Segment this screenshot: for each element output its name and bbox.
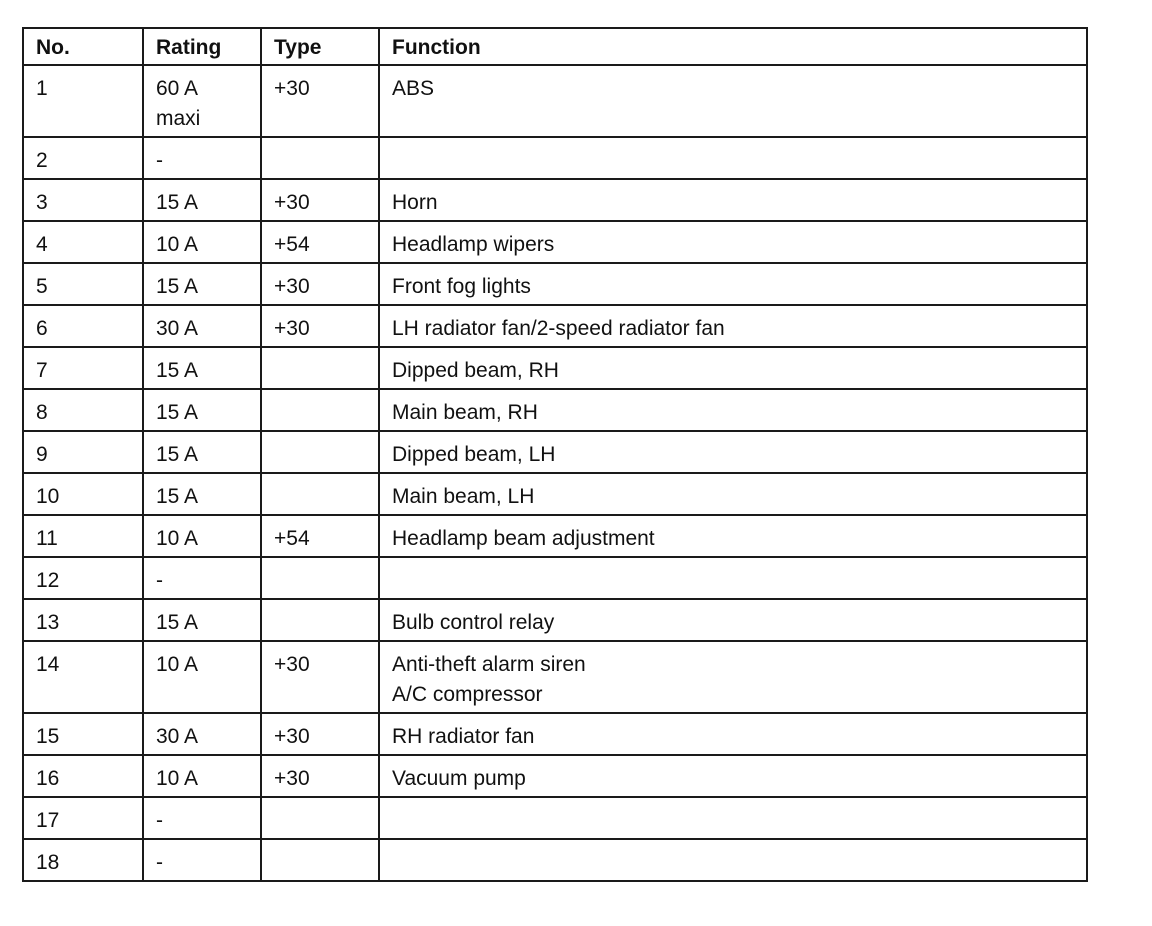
cell-function: Bulb control relay bbox=[379, 599, 1087, 641]
cell-type bbox=[261, 473, 379, 515]
cell-rating: 15 A bbox=[143, 599, 261, 641]
cell-rating: 15 A bbox=[143, 179, 261, 221]
cell-type: +54 bbox=[261, 515, 379, 557]
cell-no: 4 bbox=[23, 221, 143, 263]
cell-function: Headlamp beam adjustment bbox=[379, 515, 1087, 557]
cell-rating: - bbox=[143, 839, 261, 881]
cell-function: Front fog lights bbox=[379, 263, 1087, 305]
header-rating: Rating bbox=[143, 28, 261, 65]
table-row bbox=[23, 599, 1087, 641]
cell-type: +30 bbox=[261, 179, 379, 221]
cell-no: 18 bbox=[23, 839, 143, 881]
table-row bbox=[23, 473, 1087, 515]
table-row bbox=[23, 389, 1087, 431]
table-row bbox=[23, 137, 1087, 179]
cell-no: 3 bbox=[23, 179, 143, 221]
cell-no: 15 bbox=[23, 713, 143, 755]
table-row bbox=[23, 305, 1087, 347]
table-row bbox=[23, 179, 1087, 221]
cell-type: +30 bbox=[261, 263, 379, 305]
cell-rating: 15 A bbox=[143, 347, 261, 389]
fuse-table bbox=[22, 27, 1088, 882]
table-row bbox=[23, 515, 1087, 557]
cell-rating: 15 A bbox=[143, 263, 261, 305]
cell-rating: 10 A bbox=[143, 755, 261, 797]
cell-type: +30 bbox=[261, 755, 379, 797]
cell-type bbox=[261, 599, 379, 641]
header-function: Function bbox=[379, 28, 1087, 65]
cell-function bbox=[379, 797, 1087, 839]
table-row bbox=[23, 347, 1087, 389]
cell-no: 8 bbox=[23, 389, 143, 431]
cell-type bbox=[261, 557, 379, 599]
cell-rating: 30 A bbox=[143, 305, 261, 347]
cell-rating: 10 A bbox=[143, 641, 261, 713]
cell-function: Horn bbox=[379, 179, 1087, 221]
cell-function bbox=[379, 839, 1087, 881]
cell-type bbox=[261, 839, 379, 881]
cell-function bbox=[379, 557, 1087, 599]
cell-no: 11 bbox=[23, 515, 143, 557]
cell-no: 14 bbox=[23, 641, 143, 713]
cell-rating: 15 A bbox=[143, 431, 261, 473]
table-row bbox=[23, 65, 1087, 137]
cell-type: +30 bbox=[261, 65, 379, 137]
cell-type bbox=[261, 389, 379, 431]
table-row bbox=[23, 641, 1087, 713]
cell-rating: - bbox=[143, 557, 261, 599]
table-row bbox=[23, 263, 1087, 305]
cell-function: Dipped beam, RH bbox=[379, 347, 1087, 389]
table-row bbox=[23, 755, 1087, 797]
header-type: Type bbox=[261, 28, 379, 65]
cell-no: 2 bbox=[23, 137, 143, 179]
cell-function: Main beam, LH bbox=[379, 473, 1087, 515]
cell-function: ABS bbox=[379, 65, 1087, 137]
table-row bbox=[23, 221, 1087, 263]
cell-no: 9 bbox=[23, 431, 143, 473]
cell-no: 10 bbox=[23, 473, 143, 515]
cell-function: Dipped beam, LH bbox=[379, 431, 1087, 473]
table-row bbox=[23, 431, 1087, 473]
cell-type: +30 bbox=[261, 641, 379, 713]
cell-function: Headlamp wipers bbox=[379, 221, 1087, 263]
cell-rating: 10 A bbox=[143, 221, 261, 263]
cell-type bbox=[261, 347, 379, 389]
cell-type: +30 bbox=[261, 713, 379, 755]
cell-function: Vacuum pump bbox=[379, 755, 1087, 797]
cell-type: +54 bbox=[261, 221, 379, 263]
cell-rating: 60 A maxi bbox=[143, 65, 261, 137]
cell-type bbox=[261, 797, 379, 839]
cell-function: Main beam, RH bbox=[379, 389, 1087, 431]
cell-no: 16 bbox=[23, 755, 143, 797]
cell-rating: - bbox=[143, 797, 261, 839]
cell-rating: - bbox=[143, 137, 261, 179]
table-row bbox=[23, 557, 1087, 599]
table-header-row bbox=[23, 28, 1087, 65]
table-row bbox=[23, 797, 1087, 839]
cell-rating: 30 A bbox=[143, 713, 261, 755]
cell-no: 1 bbox=[23, 65, 143, 137]
cell-no: 17 bbox=[23, 797, 143, 839]
cell-function bbox=[379, 137, 1087, 179]
cell-rating: 15 A bbox=[143, 389, 261, 431]
cell-no: 7 bbox=[23, 347, 143, 389]
cell-type: +30 bbox=[261, 305, 379, 347]
table-row bbox=[23, 839, 1087, 881]
cell-no: 5 bbox=[23, 263, 143, 305]
table-row bbox=[23, 713, 1087, 755]
cell-rating: 10 A bbox=[143, 515, 261, 557]
cell-function: LH radiator fan/2-speed radiator fan bbox=[379, 305, 1087, 347]
cell-no: 13 bbox=[23, 599, 143, 641]
cell-function: Anti-theft alarm siren A/C compressor bbox=[379, 641, 1087, 713]
cell-no: 12 bbox=[23, 557, 143, 599]
cell-rating: 15 A bbox=[143, 473, 261, 515]
header-no: No. bbox=[23, 28, 143, 65]
cell-type bbox=[261, 431, 379, 473]
cell-type bbox=[261, 137, 379, 179]
cell-function: RH radiator fan bbox=[379, 713, 1087, 755]
cell-no: 6 bbox=[23, 305, 143, 347]
